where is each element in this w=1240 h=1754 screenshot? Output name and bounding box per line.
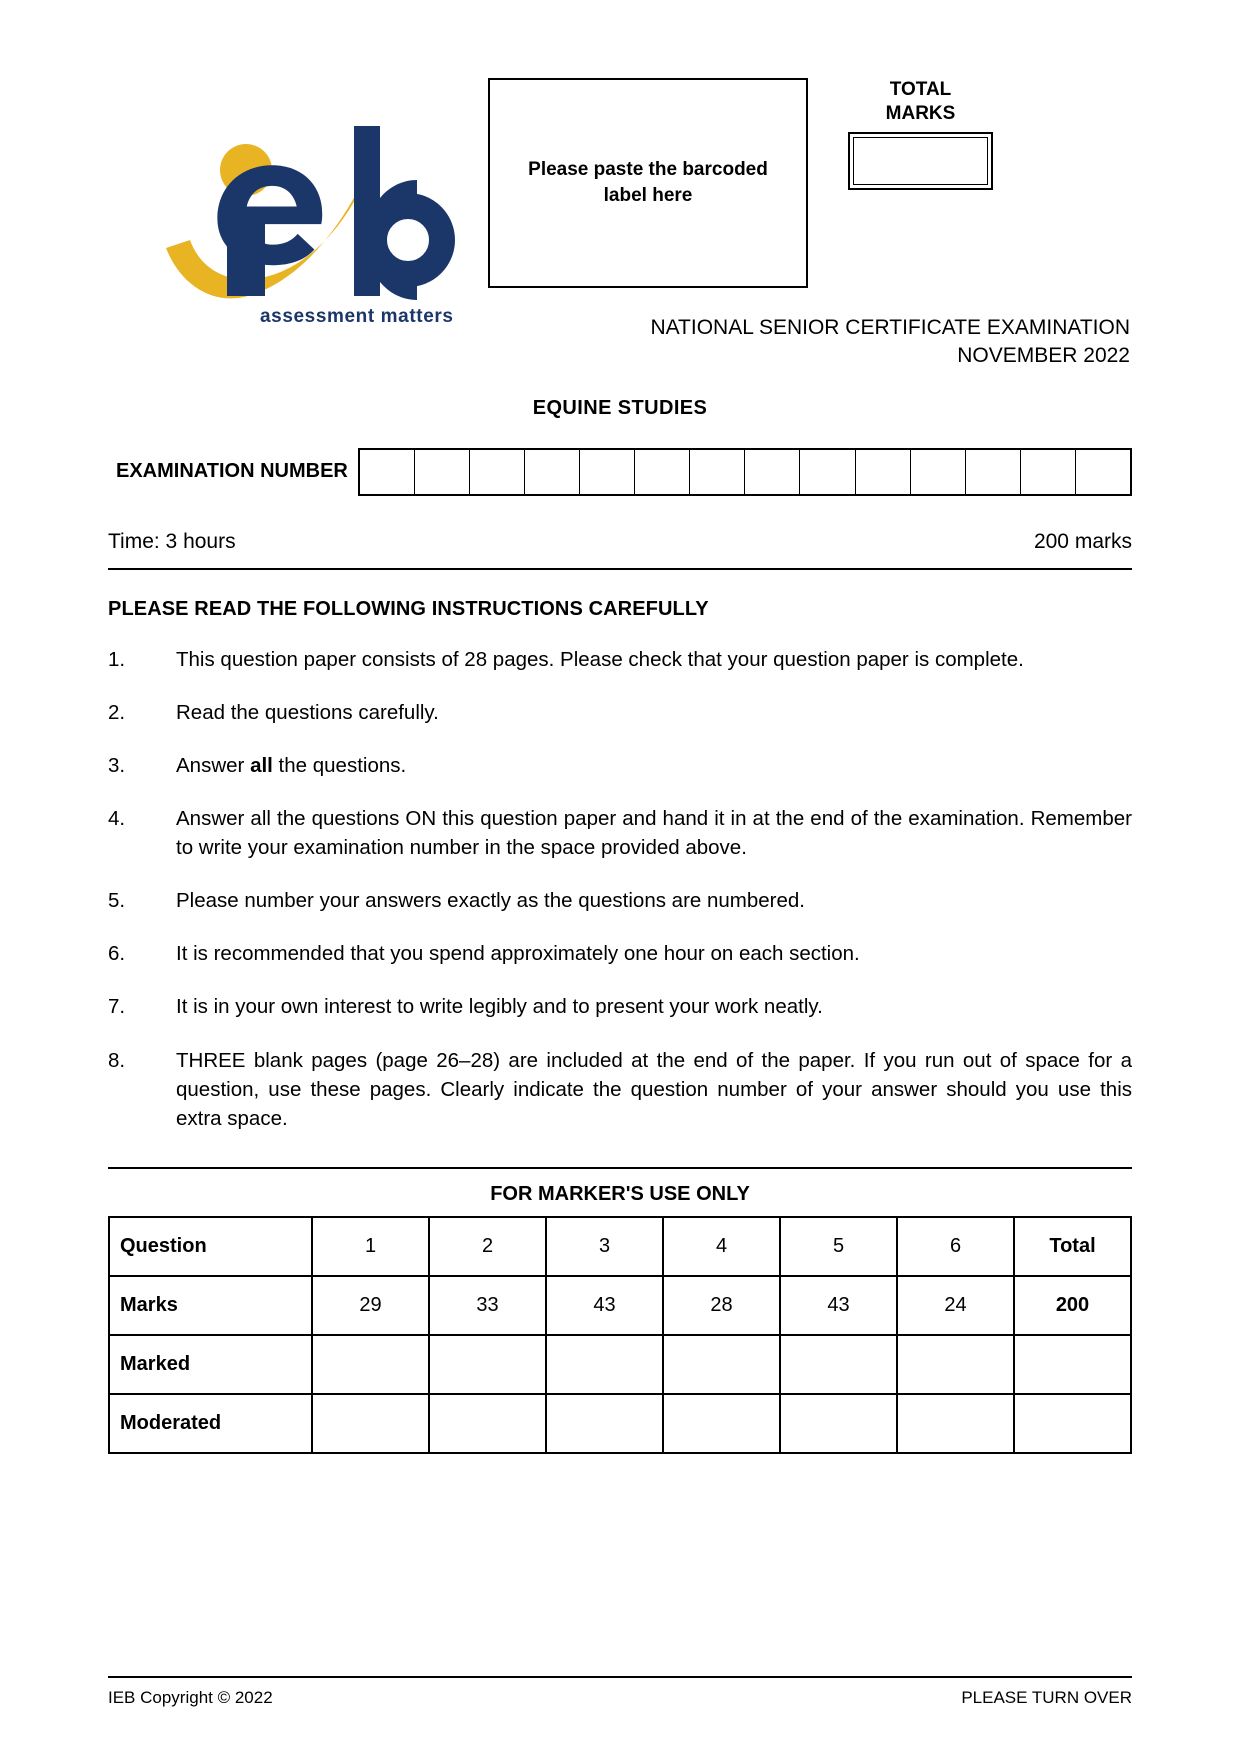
exam-number-cell[interactable] [690, 450, 745, 494]
exam-number-cell[interactable] [470, 450, 525, 494]
turn-over-text: PLEASE TURN OVER [961, 1688, 1132, 1707]
instruction-item [108, 804, 1132, 862]
instruction-number: 5. [108, 889, 126, 913]
table-cell-blank[interactable] [429, 1394, 546, 1453]
table-cell-blank[interactable] [312, 1394, 429, 1453]
instruction-text: Read the questions carefully. [176, 700, 439, 724]
examination-number-label: EXAMINATION NUMBER [116, 460, 348, 483]
table-cell-blank[interactable] [897, 1335, 1014, 1394]
table-cell: 6 [897, 1217, 1014, 1276]
instructions-heading: PLEASE READ THE FOLLOWING INSTRUCTIONS CAREFULLY [108, 597, 709, 620]
instruction-text: Answer all the questions. [176, 753, 407, 777]
table-cell: 1 [312, 1217, 429, 1276]
instruction-number: 2. [108, 700, 126, 724]
table-row [109, 1217, 1131, 1276]
exam-number-cell[interactable] [856, 450, 911, 494]
exam-number-cell[interactable] [911, 450, 966, 494]
page-footer [108, 1676, 1132, 1708]
exam-date-line: NOVEMBER 2022 [957, 344, 1130, 368]
table-row [109, 1335, 1131, 1394]
instruction-item [108, 645, 1132, 674]
exam-subject: EQUINE STUDIES [532, 396, 708, 419]
table-cell-blank[interactable] [1014, 1394, 1131, 1453]
examination-number-row [108, 448, 1132, 496]
row-label: Question [109, 1217, 312, 1276]
table-cell-blank[interactable] [546, 1394, 663, 1453]
table-cell: 5 [780, 1217, 897, 1276]
instruction-item [108, 698, 1132, 727]
instruction-text: THREE blank pages (page 26–28) are included at the end of the paper. If you run out of space for a question, use these pages. Clearly indicate the question number of your answer should you use this extra space. [176, 1048, 1132, 1130]
table-cell-blank[interactable] [312, 1335, 429, 1394]
divider-footer [108, 1676, 1132, 1678]
marker-table-title: FOR MARKER'S USE ONLY [490, 1182, 750, 1205]
table-row [109, 1276, 1131, 1335]
table-cell-blank[interactable] [663, 1335, 780, 1394]
footer-row [108, 1688, 1132, 1708]
instruction-emphasis: all [250, 753, 273, 777]
table-row [109, 1394, 1131, 1453]
copyright-text: IEB Copyright © 2022 [108, 1688, 273, 1707]
row-label: Marked [109, 1335, 312, 1394]
instruction-number: 7. [108, 995, 126, 1019]
table-cell-blank[interactable] [897, 1394, 1014, 1453]
table-cell-blank[interactable] [429, 1335, 546, 1394]
logo-tagline-text: assessment matters [260, 306, 454, 327]
exam-number-cell[interactable] [800, 450, 855, 494]
table-cell-total: Total [1014, 1217, 1131, 1276]
exam-number-cell[interactable] [415, 450, 470, 494]
table-cell: 33 [429, 1276, 546, 1335]
table-cell: 2 [429, 1217, 546, 1276]
instruction-item [108, 751, 1132, 780]
instruction-number: 3. [108, 753, 126, 777]
table-cell: 43 [780, 1276, 897, 1335]
time-and-marks-row [108, 530, 1132, 554]
table-cell: 29 [312, 1276, 429, 1335]
instruction-text: Please number your answers exactly as the questions are numbered. [176, 889, 806, 913]
exam-number-cell[interactable] [745, 450, 800, 494]
barcode-label-box [488, 78, 808, 288]
instruction-number: 8. [108, 1048, 126, 1072]
ieb-logo [108, 70, 454, 327]
authority-line: NATIONAL SENIOR CERTIFICATE EXAMINATION [650, 316, 1130, 339]
marker-table [108, 1216, 1132, 1454]
table-cell: 24 [897, 1276, 1014, 1335]
exam-number-cell[interactable] [966, 450, 1021, 494]
row-label: Marks [109, 1276, 312, 1335]
instruction-number: 6. [108, 942, 126, 966]
total-marks-block [848, 78, 993, 190]
page-header [108, 60, 1132, 327]
instruction-number: 1. [108, 647, 126, 671]
table-cell-blank[interactable] [663, 1394, 780, 1453]
exam-duration: Time: 3 hours [108, 529, 236, 553]
instruction-text: Answer all the questions ON this question paper and hand it in at the end of the examination. Remember to write your examination number in the space provided above. [176, 807, 1132, 860]
total-marks-entry-box[interactable] [848, 132, 993, 190]
total-marks-inner-frame [853, 137, 988, 185]
exam-number-cell[interactable] [635, 450, 690, 494]
examination-number-input[interactable] [358, 448, 1132, 496]
barcode-instruction-text: Please paste the barcoded label here [528, 159, 768, 206]
table-cell: 4 [663, 1217, 780, 1276]
instruction-text: It is recommended that you spend approximately one hour on each section. [176, 942, 860, 966]
table-cell-blank[interactable] [780, 1335, 897, 1394]
table-cell: 28 [663, 1276, 780, 1335]
row-label: Moderated [109, 1394, 312, 1453]
exam-number-cell[interactable] [525, 450, 580, 494]
table-cell: 3 [546, 1217, 663, 1276]
table-cell: 43 [546, 1276, 663, 1335]
exam-total-marks: 200 marks [1033, 529, 1132, 553]
instruction-item [108, 886, 1132, 915]
table-cell-blank[interactable] [546, 1335, 663, 1394]
exam-number-cell[interactable] [1021, 450, 1076, 494]
instructions-list [108, 645, 1132, 1133]
total-marks-label: TOTAL MARKS [885, 79, 956, 124]
exam-number-cell[interactable] [360, 450, 415, 494]
divider-marker [108, 1167, 1132, 1169]
table-cell-blank[interactable] [1014, 1335, 1131, 1394]
exam-number-cell[interactable] [1076, 450, 1130, 494]
table-cell-blank[interactable] [780, 1394, 897, 1453]
instruction-number: 4. [108, 807, 126, 831]
instruction-text: It is in your own interest to write legibly and to present your work neatly. [176, 995, 823, 1019]
instruction-item [108, 939, 1132, 968]
instruction-item [108, 1046, 1132, 1133]
divider-top [108, 568, 1132, 570]
table-cell-total: 200 [1014, 1276, 1131, 1335]
instruction-item [108, 992, 1132, 1021]
instruction-text: This question paper consists of 28 pages. Please check that your question paper is complete. [176, 647, 1024, 671]
exam-number-cell[interactable] [580, 450, 635, 494]
